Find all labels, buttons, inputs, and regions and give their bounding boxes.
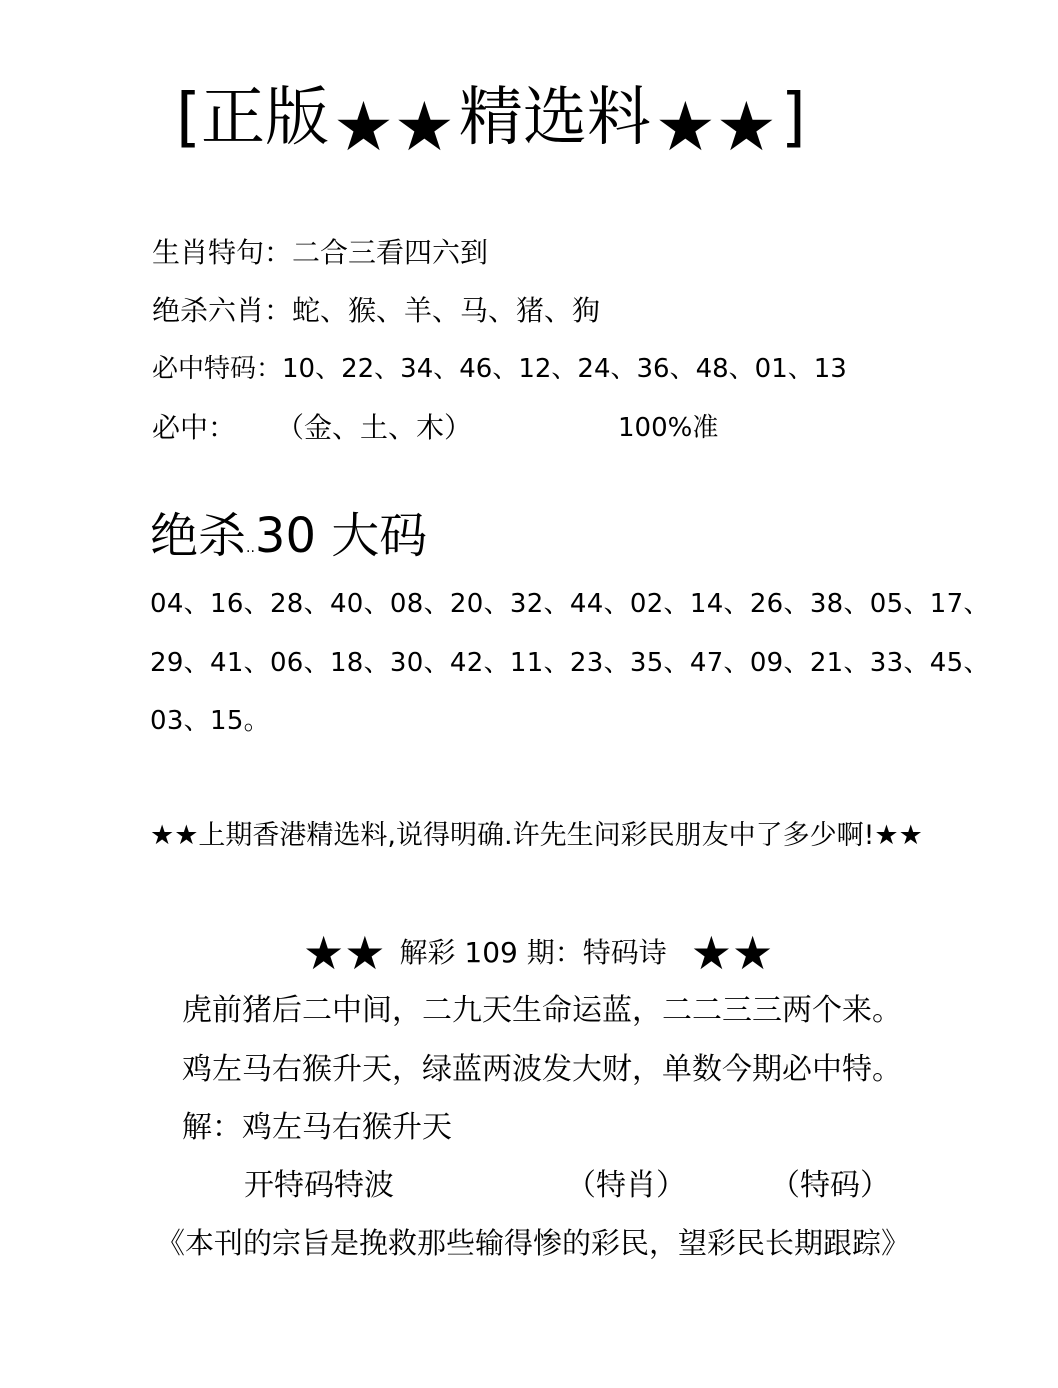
poem-line: 鸡左马右猴升天，绿蓝两波发大财，单数今期必中特。 [182,1052,902,1087]
poem-answer-a: 开特码特波 [244,1168,394,1203]
must-rate: 100%准 [618,413,719,443]
title-suffix: ] [780,81,806,155]
special-codes: 必中特码：10、22、34、46、12、24、36、48、01、13 [152,354,847,384]
page-title [176,81,806,167]
kill30-row: 29、41、06、18、30、42、11、23、35、47、09、21、33、45、 [150,648,990,678]
motto: 《本刊的宗旨是挽救那些输得惨的彩民，望彩民长期跟踪》 [156,1226,911,1260]
star-icon: ★★ [303,926,386,980]
kill30-heading-part2: 30 大码 [254,508,428,564]
kill30-heading-part1: 绝杀 [150,508,247,564]
kill-six-zodiac: 绝杀六肖：蛇、猴、羊、马、猪、狗 [152,294,601,327]
poem-heading-text: 解彩 109 期：特码诗 [399,936,667,969]
must-label: 必中： [152,411,237,444]
poem-line: 解：鸡左马右猴升天 [182,1110,452,1145]
poem-answer-c: （特码） [770,1168,890,1203]
star-icon: ★★ [332,88,455,167]
poem-line: 虎前猪后二中间，二九天生命运蓝，二二三三两个来。 [182,993,902,1028]
zodiac-phrase: 生肖特句：二合三看四六到 [152,236,489,269]
title-main: 精选料 [458,81,651,155]
kill30-heading [150,508,428,564]
kill30-row: 04、16、28、40、08、20、32、44、02、14、26、38、05、17、 [150,589,990,619]
star-icon: ★★ [654,88,777,167]
announcement: ★★上期香港精选料,说得明确.许先生问彩民朋友中了多少啊!★★ [150,820,923,851]
poem-answer-b: （特肖） [566,1168,686,1203]
poem-heading [303,926,774,980]
title-prefix: [正版 [176,81,329,155]
kill30-heading-dots: .. [246,540,255,556]
kill30-row: 03、15。 [150,706,270,736]
must-value: （金、土、木） [276,411,473,444]
star-icon: ★★ [690,926,774,980]
